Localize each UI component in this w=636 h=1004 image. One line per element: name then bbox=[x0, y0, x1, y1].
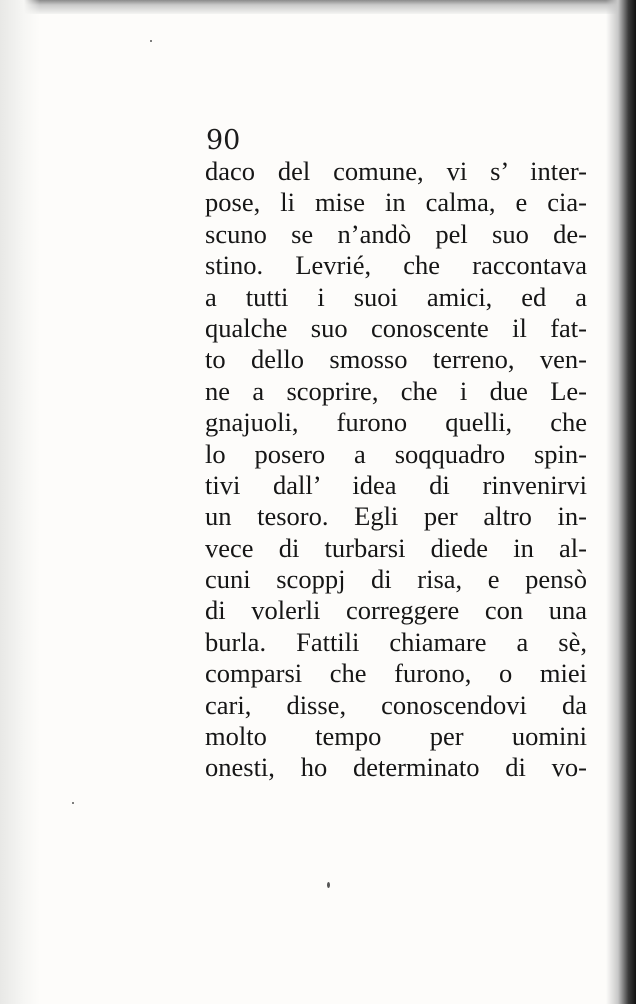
paper-speck bbox=[150, 40, 152, 42]
text-line: comparsi che furono, o miei bbox=[205, 658, 587, 689]
text-line: molto tempo per uomini bbox=[205, 721, 587, 752]
text-line: di volerli correggere con una bbox=[205, 595, 587, 626]
page-number: 90 bbox=[206, 125, 241, 156]
text-line: scuno se n’andò pel suo de- bbox=[205, 218, 587, 249]
page-right-shadow bbox=[606, 0, 636, 1004]
text-line: burla. Fattili chiamare a sè, bbox=[205, 626, 587, 657]
text-line: cuni scoppj di risa, e pensò bbox=[205, 564, 587, 595]
body-text bbox=[205, 156, 587, 784]
text-line: vece di turbarsi diede in al- bbox=[205, 532, 587, 563]
text-line: un tesoro. Egli per altro in- bbox=[205, 501, 587, 532]
paper-speck bbox=[327, 882, 330, 888]
text-line: qualche suo conoscente il fat- bbox=[205, 312, 587, 343]
text-line: cari, disse, conoscendovi da bbox=[205, 689, 587, 720]
text-line: gnajuoli, furono quelli, che bbox=[205, 407, 587, 438]
page-left-margin bbox=[0, 0, 40, 1004]
text-line: ne a scoprire, che i due Le- bbox=[205, 375, 587, 406]
text-line: a tutti i suoi amici, ed a bbox=[205, 281, 587, 312]
paper-speck bbox=[72, 802, 74, 804]
text-line: pose, li mise in calma, e cia- bbox=[205, 187, 587, 218]
page-top-shadow bbox=[0, 0, 636, 14]
text-line: to dello smosso terreno, ven- bbox=[205, 344, 587, 375]
text-line: daco del comune, vi s’ inter- bbox=[205, 156, 587, 186]
text-line: onesti, ho determinato di vo- bbox=[205, 752, 587, 783]
text-line: stino. Levrié, che raccontava bbox=[205, 250, 587, 281]
text-line: tivi dall’ idea di rinvenirvi bbox=[205, 469, 587, 500]
text-line: lo posero a soqquadro spin- bbox=[205, 438, 587, 469]
